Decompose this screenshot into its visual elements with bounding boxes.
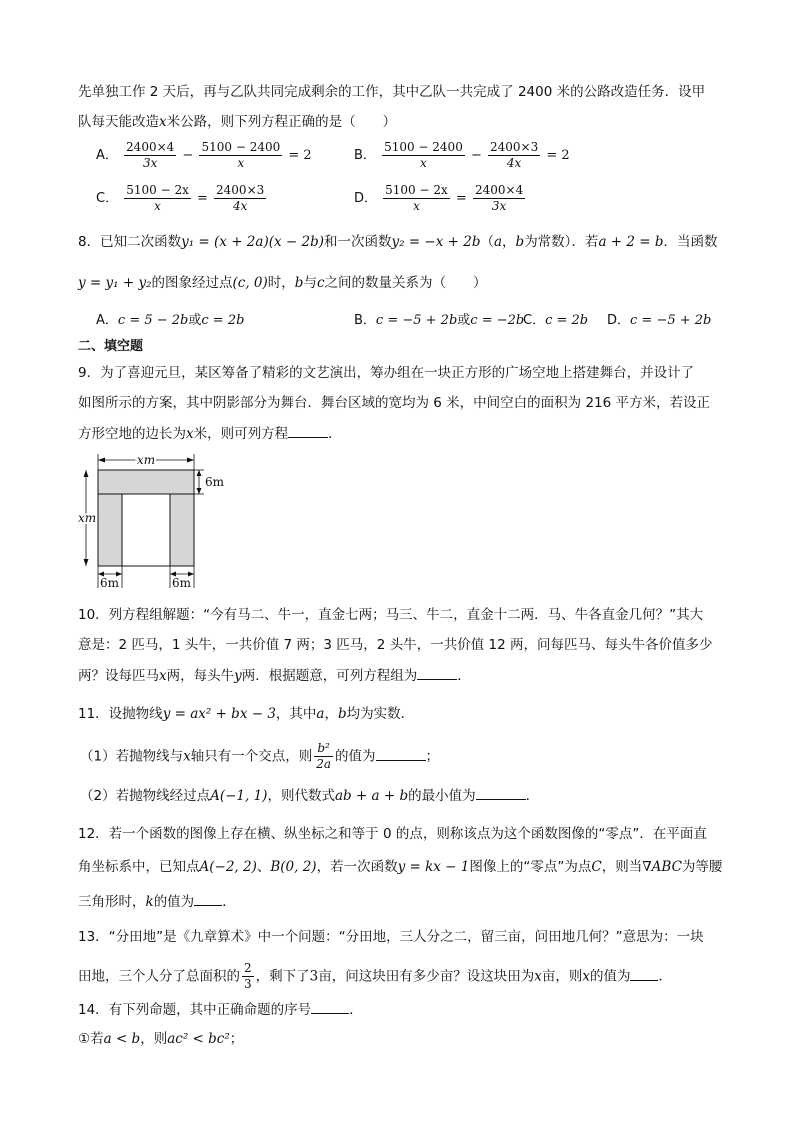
- q12-answer-blank[interactable]: [194, 891, 222, 906]
- stage-left-leg: [98, 494, 122, 566]
- q11-part2-blank[interactable]: [476, 785, 526, 800]
- q8-line2: y = y₁ + y₂的图象经过点(c, 0)时，b与c之间的数量关系为（ ）: [78, 275, 487, 291]
- q7-option-d: D． $\frac{5100 - 2x}{x}$ = $\frac{2400\times 4}{3x}$: [354, 183, 524, 213]
- stage-top-bar: [98, 470, 194, 494]
- stage-diagram: [78, 454, 238, 596]
- q8-line1: 8．已知二次函数y₁ = (x + 2a)(x − 2b)和一次函数y₂ = −x + 2b（a，b为常数）．若a + 2 = b．当函数: [78, 234, 718, 250]
- q8-option-b: B．c = −5 + 2b或c = −2b: [354, 313, 525, 328]
- q8-option-d: D．c = −5 + 2b: [607, 313, 712, 328]
- q10-answer-blank[interactable]: [417, 665, 457, 680]
- q13-line1: 13．“分田地”是《九章算术》中一个问题：“分田地，三人分之二，留三亩，问田地几何？”意思为：一块: [78, 929, 704, 945]
- q13-line2: 田地，三个人分了总面积的 $\frac{2}{3}$ ，剩下了3亩，问这块田有多少亩？设这块田为x亩，则x的值为 ．: [78, 961, 672, 991]
- q8-option-c: C．c = 2b: [523, 313, 589, 328]
- q11-part2: （2）若抛物线经过点A(−1, 1)，则代数式ab + a + b的最小值为 ．: [80, 785, 539, 806]
- q9-answer-blank[interactable]: [288, 423, 328, 438]
- stage-right-leg: [170, 494, 194, 566]
- q11-line1: 11．设抛物线y = ax² + bx − 3，其中a，b均为实数．: [78, 706, 415, 722]
- q10-line1: 10．列方程组解题：“今有马二、牛一，直金七两；马三、牛二，直金十二两．马、牛各直金几何？”其大: [78, 607, 704, 623]
- q12-line1: 12．若一个函数的图像上存在横、纵坐标之和等于 0 的点，则称该点为这个函数图像的“零点”．在平面直: [78, 826, 707, 842]
- section-fill-in-title: 二、填空题: [78, 339, 144, 354]
- bottom-right-dimension-label: 6m: [172, 576, 192, 590]
- q8-option-a: A．c = 5 − 2b或c = 2b: [96, 313, 245, 328]
- q7-option-b: B． $\frac{5100 - 2400}{x}$ − $\frac{2400\times 3}{4x}$ = 2: [354, 140, 570, 170]
- q14-line1: 14．有下列命题，其中正确命题的序号 ．: [78, 999, 363, 1020]
- bottom-left-dimension-label: 6m: [100, 576, 120, 590]
- q9-line3: 方形空地的边长为x米，则可列方程 ．: [78, 423, 342, 444]
- q12-line3: 三角形时，k的值为 ．: [78, 891, 236, 912]
- q10-line2: 意是：2 匹马，1 头牛，一共价值 7 两；3 匹马，2 头牛，一共价值 12 两，问每匹马、每头牛各价值多少: [78, 637, 713, 653]
- q10-line3: 两？设每匹马x两，每头牛y两．根据题意，可列方程组为 ．: [78, 665, 471, 686]
- q14-answer-blank[interactable]: [311, 999, 349, 1014]
- q7-line2: 队每天能改造x米公路，则下列方程正确的是（ ）: [78, 114, 397, 130]
- top-dimension-label: xm: [136, 454, 156, 467]
- q7-line1: 先单独工作 2 天后，再与乙队共同完成剩余的工作，其中乙队一共完成了 2400 米的公路改造任务．设甲: [78, 84, 706, 100]
- q9-line1: 9．为了喜迎元旦，某区筹备了精彩的文艺演出，筹办组在一块正方形的广场空地上搭建舞台，并设计了: [78, 365, 695, 381]
- q12-line2: 角坐标系中，已知点A(−2, 2)、B(0, 2)，若一次函数y = kx − 1图像上的“零点”为点C，则当∇ABC为等腰: [78, 859, 723, 875]
- q7-option-a: A． $\frac{2400\times 4}{3x}$ − $\frac{5100 - 2400}{x}$ = 2: [96, 140, 312, 170]
- q9-line2: 如图所示的方案，其中阴影部分为舞台．舞台区域的宽均为 6 米，中间空白的面积为 216 平方米，若设正: [78, 395, 711, 411]
- q7-option-c: C． $\frac{5100 - 2x}{x}$ = $\frac{2400\times 3}{4x}$: [96, 183, 265, 213]
- right-dimension-label: 6m: [205, 475, 225, 489]
- left-dimension-label: xm: [78, 511, 97, 525]
- q14-item1: ①若a < b，则ac² < bc²；: [78, 1031, 244, 1047]
- q13-answer-blank[interactable]: [630, 966, 658, 981]
- q11-part1: （1）若抛物线与x轴只有一个交点，则 $\frac{\text{b²}}{2a}$ 的值为 ；: [80, 741, 440, 771]
- q11-part1-blank[interactable]: [376, 746, 426, 761]
